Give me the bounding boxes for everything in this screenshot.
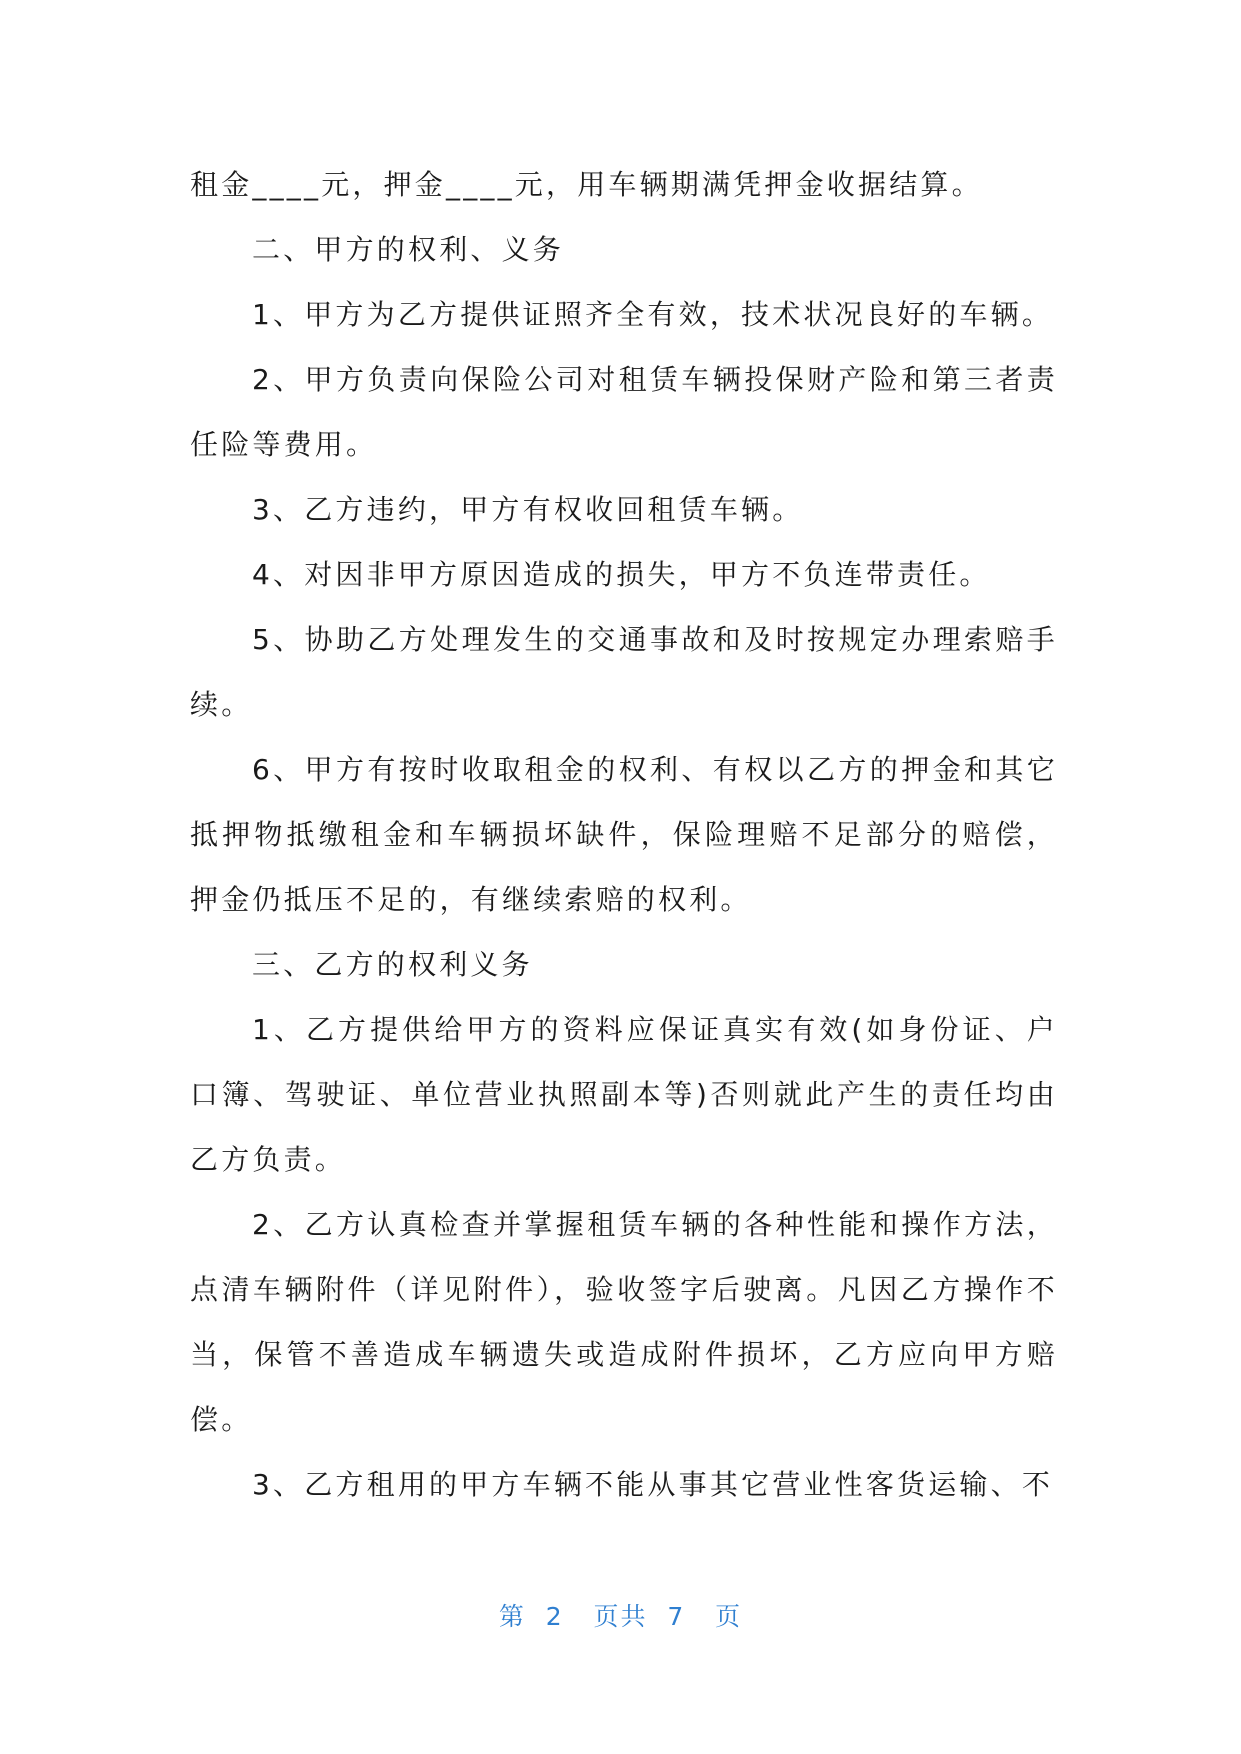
footer-current-page: 2: [545, 1602, 564, 1631]
document-body: [190, 152, 1058, 1517]
clause-a-5: 5、协助乙方处理发生的交通事故和及时按规定办理索赔手续。: [190, 623, 1058, 721]
clause-b-3: 3、乙方租用的甲方车辆不能从事其它营业性客货运输、不: [252, 1468, 1054, 1501]
clause-a-1: 1、甲方为乙方提供证照齐全有效，技术状况良好的车辆。: [252, 298, 1054, 331]
clause-b-1: 1、乙方提供给甲方的资料应保证真实有效(如身份证、户口簿、驾驶证、单位营业执照副本等)否则就此产生的责任均由乙方负责。: [190, 1013, 1058, 1176]
page-footer: [0, 1597, 1241, 1633]
clause-a-6: 6、甲方有按时收取租金的权利、有权以乙方的押金和其它抵押物抵缴租金和车辆损坏缺件，保险理赔不足部分的赔偿，押金仍抵压不足的，有继续索赔的权利。: [190, 753, 1058, 916]
clause-a-2: 2、甲方负责向保险公司对租赁车辆投保财产险和第三者责任险等费用。: [190, 363, 1058, 461]
clause-a-3: 3、乙方违约，甲方有权收回租赁车辆。: [252, 493, 804, 526]
paragraph-rent-deposit: 租金____元，押金____元，用车辆期满凭押金收据结算。: [190, 168, 983, 201]
footer-suffix: 页: [715, 1602, 743, 1631]
footer-total-pages: 7: [667, 1602, 686, 1631]
section-heading-party-b-rights: 三、乙方的权利义务: [252, 948, 533, 981]
clause-a-4: 4、对因非甲方原因造成的损失，甲方不负连带责任。: [252, 558, 991, 591]
footer-middle: 页共: [593, 1602, 648, 1631]
footer-prefix: 第: [498, 1602, 526, 1631]
clause-b-2: 2、乙方认真检查并掌握租赁车辆的各种性能和操作方法，点清车辆附件（详见附件），验收签字后驶离。凡因乙方操作不当，保管不善造成车辆遗失或造成附件损坏，乙方应向甲方赔偿。: [190, 1208, 1058, 1436]
section-heading-party-a-rights: 二、甲方的权利、义务: [252, 233, 565, 266]
